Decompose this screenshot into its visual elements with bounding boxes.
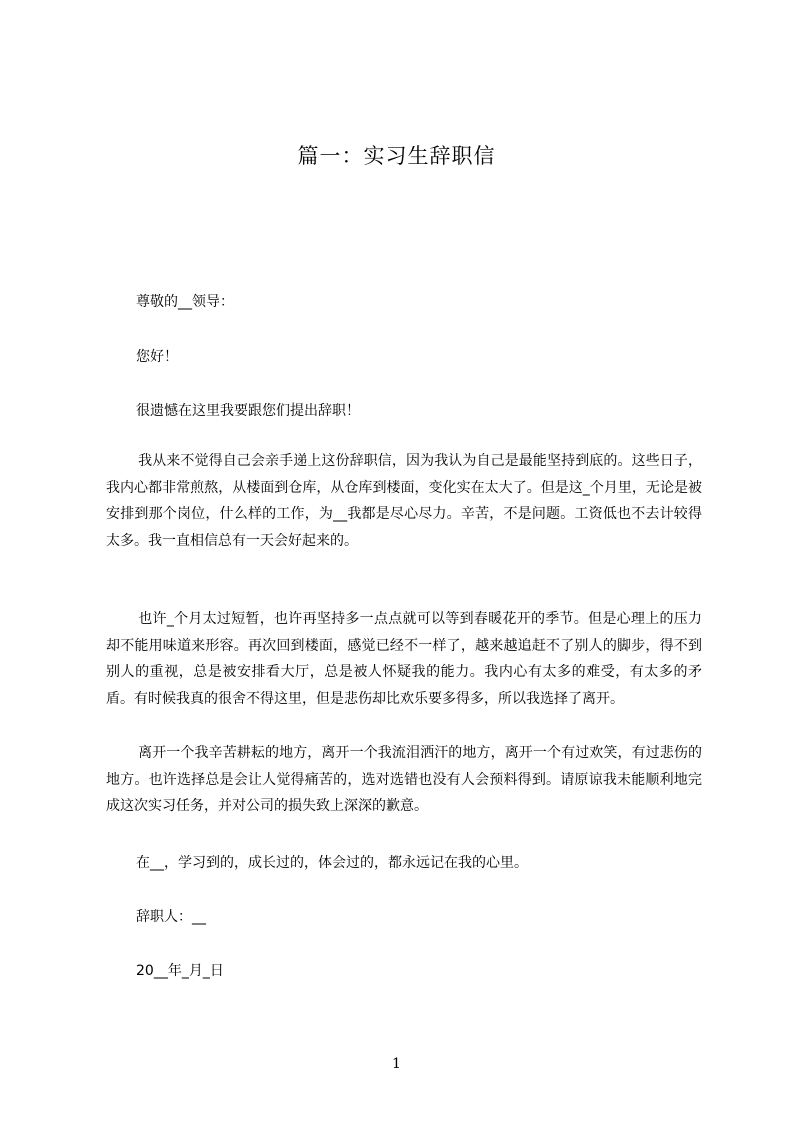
closing-line: 在__，学习到的，成长过的，体会过的，都永远记在我的心里。: [136, 855, 528, 871]
opening-line: 很遗憾在这里我要跟您们提出辞职！: [136, 403, 360, 419]
body-paragraph-1: [106, 448, 702, 554]
salutation: 尊敬的__领导：: [136, 294, 234, 310]
paragraph-text: 也许_个月太过短暂，也许再坚持多一点点就可以等到春暖花开的季节。但是心理上的压力却不能用味道来形容。再次回到楼面，感觉已经不一样了，越来越追赶不了别人的脚步，得不到别人的重视，总是被安排看大厅，总是被人怀疑我的能力。我内心有太多的难受，有太多的矛盾。有时候我真的很舍不得这里，但是悲伤却比欢乐要多得多，所以我选择了离开。: [106, 611, 702, 707]
page-number: 1: [392, 1056, 401, 1072]
paragraph-text: 离开一个我辛苦耕耘的地方，离开一个我流泪洒汗的地方，离开一个有过欢笑，有过悲伤的地方。也许选择总是会让人觉得痛苦的，选对选错也没有人会预料得到。请原谅我未能顺利地完成这次实习任务，并对公司的损失致上深深的歉意。: [106, 745, 702, 814]
signature: 辞职人：__: [136, 909, 206, 925]
body-paragraph-2: [106, 606, 702, 712]
paragraph-text: 我从来不觉得自己会亲手递上这份辞职信，因为我认为自己是最能坚持到底的。这些日子，我内心都非常煎熬，从楼面到仓库，从仓库到楼面，变化实在太大了。但是这_个月里，无论是被安排到那个岗位，什么样的工作，为__我都是尽心尽力。辛苦，不是问题。工资低也不去计较得太多。我一直相信总有一天会好起来的。: [106, 453, 702, 549]
date-line: 20__年_月_日: [136, 963, 224, 979]
body-paragraph-3: [106, 740, 702, 820]
greeting: 您好！: [136, 349, 178, 365]
document-title: 篇一：实习生辞职信: [297, 144, 496, 168]
